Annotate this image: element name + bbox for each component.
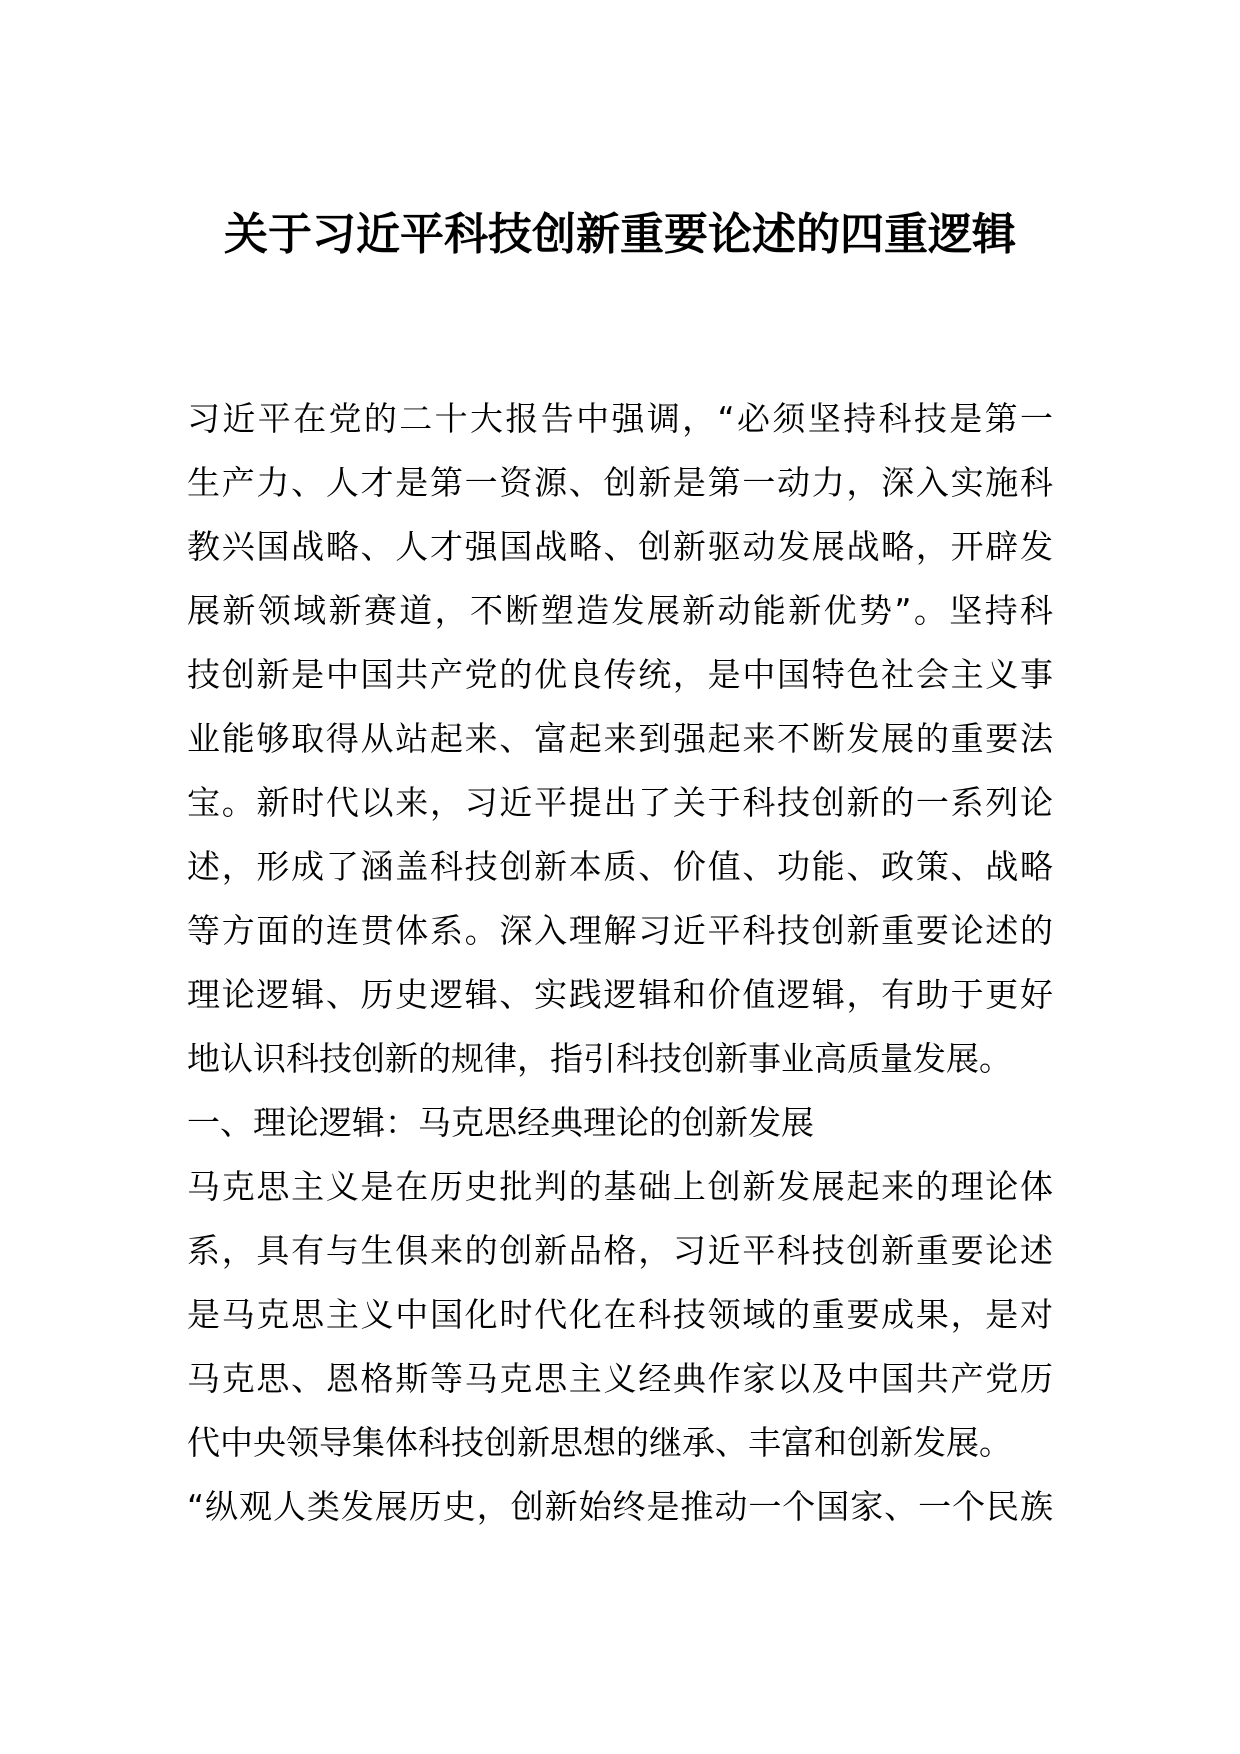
document-body: [187, 387, 1053, 1539]
body-line: 理论逻辑、历史逻辑、实践逻辑和价值逻辑，有助于更好: [187, 975, 1053, 1014]
body-line: 地认识科技创新的规律，指引科技创新事业高质量发展。: [187, 1039, 1012, 1078]
body-line: 是马克思主义中国化时代化在科技领域的重要成果，是对: [187, 1295, 1053, 1334]
body-line: 述，形成了涵盖科技创新本质、价值、功能、政策、战略: [187, 847, 1053, 886]
section-heading: 一、理论逻辑：马克思经典理论的创新发展: [187, 1103, 814, 1142]
body-line: 等方面的连贯体系。深入理解习近平科技创新重要论述的: [187, 911, 1053, 950]
body-line: 生产力、人才是第一资源、创新是第一动力，深入实施科: [187, 463, 1053, 502]
body-line: 马克思主义是在历史批判的基础上创新发展起来的理论体: [187, 1167, 1053, 1206]
body-line: 展新领域新赛道，不断塑造发展新动能新优势”。坚持科: [187, 591, 1053, 630]
body-line: 马克思、恩格斯等马克思主义经典作家以及中国共产党历: [187, 1359, 1053, 1398]
body-line: 系，具有与生俱来的创新品格，习近平科技创新重要论述: [187, 1231, 1053, 1270]
document-title: 关于习近平科技创新重要论述的四重逻辑: [224, 209, 1016, 260]
body-line: 代中央领导集体科技创新思想的继承、丰富和创新发展。: [187, 1423, 1012, 1462]
body-line: 业能够取得从站起来、富起来到强起来不断发展的重要法: [187, 719, 1053, 758]
body-line: “纵观人类发展历史，创新始终是推动一个国家、一个民族: [187, 1487, 1053, 1526]
body-line: 技创新是中国共产党的优良传统，是中国特色社会主义事: [187, 655, 1053, 694]
body-line: 习近平在党的二十大报告中强调，“必须坚持科技是第一: [187, 399, 1053, 438]
body-line: 宝。新时代以来，习近平提出了关于科技创新的一系列论: [187, 783, 1053, 822]
body-line: 教兴国战略、人才强国战略、创新驱动发展战略，开辟发: [187, 527, 1053, 566]
